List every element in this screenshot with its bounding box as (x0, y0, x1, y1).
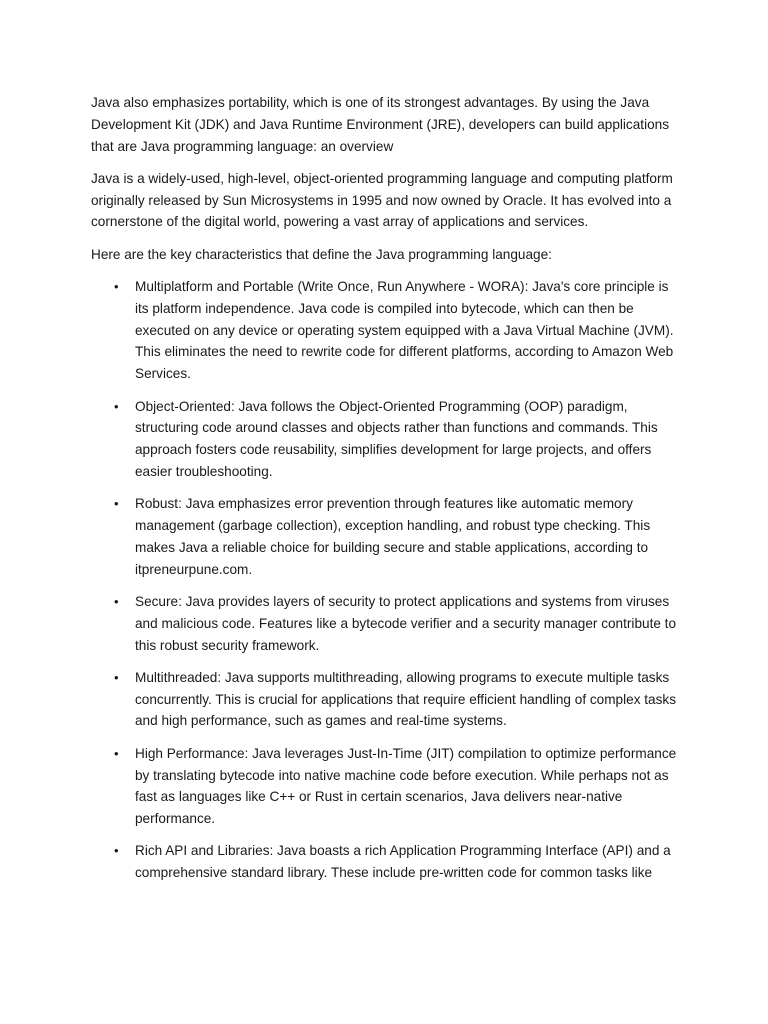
list-item (91, 667, 679, 732)
bullet-icon: • (114, 593, 119, 609)
list-item-text: Multithreaded: Java supports multithreading, allowing programs to execute multiple tasks concurrently. This is crucial for applications that require efficient handling of complex tasks and high performance, such as games and real-time systems. (135, 669, 676, 729)
list-item-text: High Performance: Java leverages Just-In-Time (JIT) compilation to optimize performance by translating bytecode into native machine code before execution. While perhaps not as fast as languages like C++ or Rust in certain scenarios, Java delivers near-native performance. (135, 745, 677, 827)
bullet-icon: • (114, 843, 119, 859)
list-item-text: Secure: Java provides layers of security to protect applications and systems from viruses and malicious code. Features like a bytecode verifier and a security manager contribute to this robust security framework. (135, 593, 677, 653)
bullet-icon: • (114, 669, 119, 685)
bullet-icon: • (114, 745, 119, 761)
intro-paragraph-portability: Java also emphasizes portability, which is one of its strongest advantages. By using the Java Development Kit (JDK) and Java Runtime Environment (JRE), developers can build applications that are Java programming language: an overview (91, 95, 670, 154)
characteristics-list (91, 276, 679, 884)
intro-paragraph-overview: Java is a widely-used, high-level, object-oriented programming language and computing platform originally released by Sun Microsystems in 1995 and now owned by Oracle. It has evolved into a cornerstone of the digital world, powering a vast array of applications and services. (91, 170, 673, 230)
characteristics-heading-paragraph: Here are the key characteristics that define the Java programming language: (91, 246, 552, 262)
bullet-icon: • (114, 398, 119, 414)
list-item-text: Object-Oriented: Java follows the Object-Oriented Programming (OOP) paradigm, structuring code around classes and objects rather than functions and commands. This approach fosters code reusability, simplifies development for large projects, and offers easier troubleshooting. (135, 398, 658, 479)
list-item (91, 396, 679, 483)
document-body (91, 92, 679, 895)
list-item-text: Multiplatform and Portable (Write Once, Run Anywhere - WORA): Java's core principle is its platform independence. Java code is compiled into bytecode, which can then be executed on any device or operating system equipped with a Java Virtual Machine (JVM). This eliminates the need to rewrite code for different platforms, according to Amazon Web Services. (135, 279, 674, 382)
list-item-text: Rich API and Libraries: Java boasts a rich Application Programming Interface (API) and a comprehensive standard library. These include pre-written code for common tasks like (135, 843, 671, 881)
list-item (91, 840, 679, 884)
bullet-icon: • (114, 279, 119, 295)
list-item-text: Robust: Java emphasizes error prevention through features like automatic memory management (garbage collection), exception handling, and robust type checking. This makes Java a reliable choice for building secure and stable applications, according to itpreneurpune.com. (135, 496, 651, 577)
list-item (91, 276, 679, 385)
bullet-icon: • (114, 496, 119, 512)
list-item (91, 591, 679, 656)
list-item (91, 743, 679, 830)
list-item (91, 493, 679, 580)
